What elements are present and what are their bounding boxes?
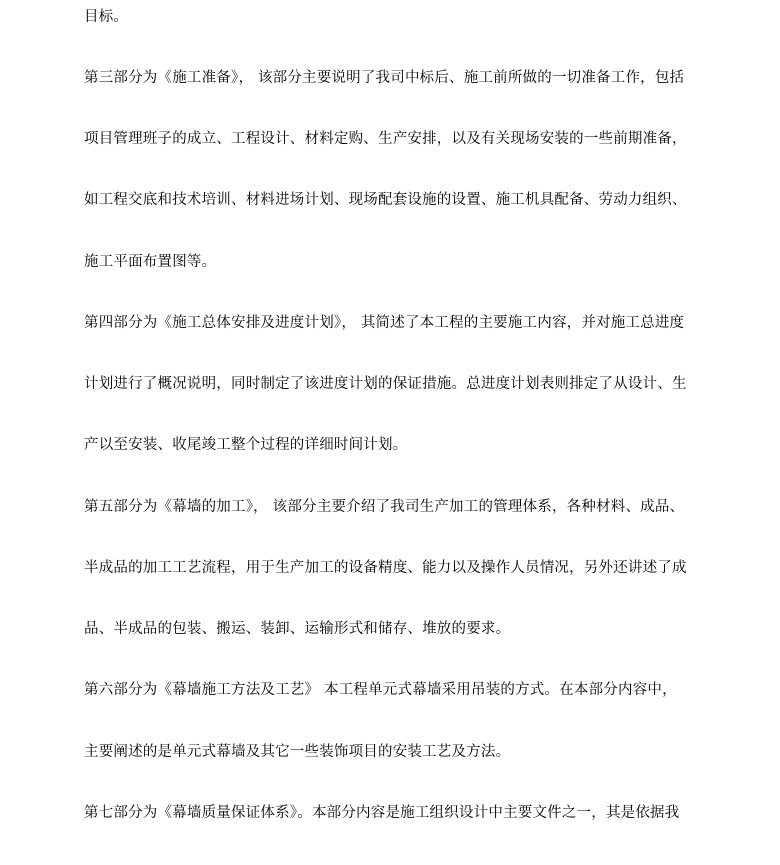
text-line: 第三部分为《施工准备》， 该部分主要说明了我司中标后、施工前所做的一切准备工作，包括 [84,70,685,86]
text-line: 第六部分为《幕墙施工方法及工艺》 本工程单元式幕墙采用吊装的方式。在本部分内容中， [84,682,677,698]
text-line: 项目管理班子的成立、工程设计、材料定购、生产安排，以及有关现场安装的一些前期准备， [84,131,687,147]
text-line: 产以至安装、收尾竣工整个过程的详细时间计划。 [84,437,408,453]
text-line: 主要阐述的是单元式幕墙及其它一些装饰项目的安装工艺及方法。 [84,744,511,760]
text-line: 如工程交底和技术培训、材料进场计划、现场配套设施的设置、施工机具配备、劳动力组织、 [84,192,687,208]
text-line: 目标。 [84,9,129,25]
text-line: 第七部分为《幕墙质量保证体系》。本部分内容是施工组织设计中主要文件之一，其是依据我 [84,805,680,821]
text-line: 半成品的加工工艺流程，用于生产加工的设备精度、能力以及操作人员情况，另外还讲述了成 [84,560,687,576]
text-line: 品、半成品的包装、搬运、装卸、运输形式和储存、堆放的要求。 [84,621,511,637]
text-line: 第四部分为《施工总体安排及进度计划》， 其简述了本工程的主要施工内容，并对施工总进度 [84,315,685,331]
text-line: 施工平面布置图等。 [84,254,217,270]
text-line: 计划进行了概况说明，同时制定了该进度计划的保证措施。总进度计划表则排定了从设计、生 [84,376,687,392]
text-line: 第五部分为《幕墙的加工》， 该部分主要介绍了我司生产加工的管理体系，各种材料、成品、 [84,499,685,515]
